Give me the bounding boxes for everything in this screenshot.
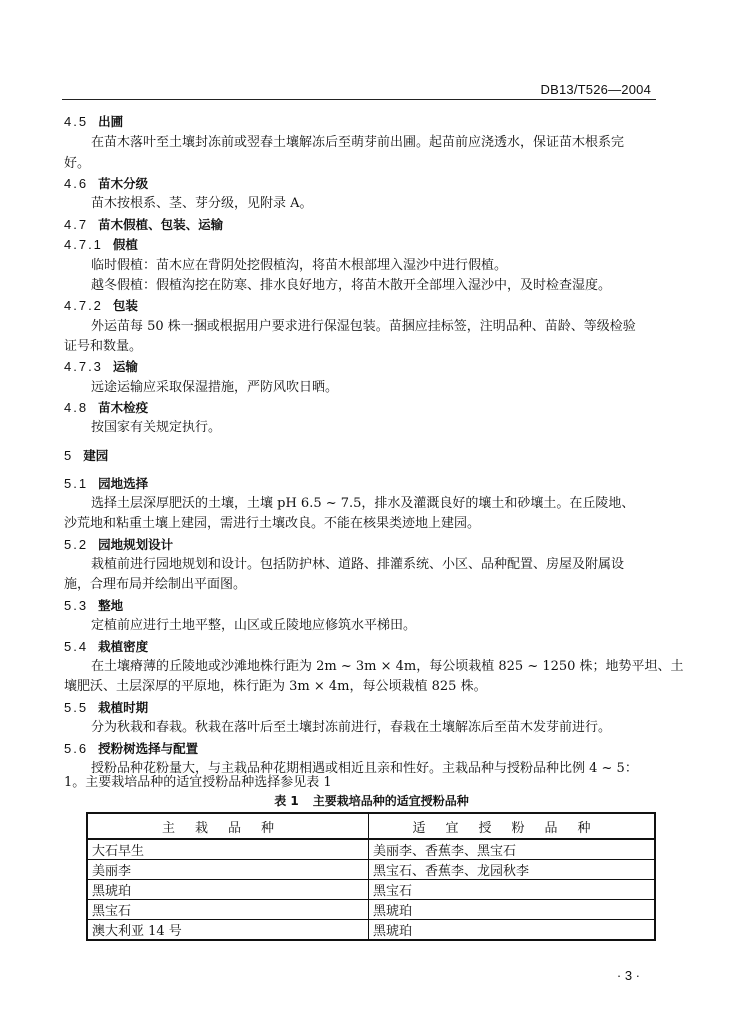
section-number: 5.4 <box>64 639 89 654</box>
header-pollinizer-variety: 适宜授粉品种 <box>369 813 656 839</box>
section-number: 5.6 <box>64 741 89 756</box>
pollinizer-cell: 美丽李、香蕉李、黑宝石 <box>369 839 656 860</box>
section-number: 5.2 <box>64 537 89 552</box>
paragraph-line: 施，合理布局并绘制出平面图。 <box>64 577 247 592</box>
table-row <box>87 920 655 941</box>
table-row <box>87 839 655 860</box>
section-number: 4.6 <box>64 176 89 191</box>
main-variety-cell: 大石早生 <box>87 839 369 860</box>
section-number: 4.7 <box>64 217 89 232</box>
paragraph-line: 栽植前进行园地规划和设计。包括防护林、道路、排灌系统、小区、品种配置、房屋及附属设 <box>91 557 625 572</box>
paragraph-line: 选择土层深厚肥沃的土壤，土壤 pH 6.5 ~ 7.5，排水及灌溉良好的壤土和砂壤土。在丘陵地、 <box>91 496 635 511</box>
section-title: 整地 <box>98 598 124 613</box>
section-4-7-3-heading <box>64 358 138 377</box>
section-title: 园地规划设计 <box>98 537 174 552</box>
pollinizer-cell: 黑宝石 <box>369 880 656 900</box>
paragraph-line: 分为秋栽和春栽。秋栽在落叶后至土壤封冻前进行，春栽在土壤解冻后至苗木发芽前进行。 <box>91 720 612 735</box>
paragraph-line: 苗木按根系、茎、芽分级，见附录 A。 <box>91 196 313 211</box>
section-title: 包装 <box>112 298 138 313</box>
pollinizer-cell: 黑宝石、香蕉李、龙园秋李 <box>369 860 656 880</box>
header-rule <box>62 99 656 100</box>
section-5-5-heading <box>64 699 148 718</box>
header-main-variety: 主栽品种 <box>87 813 369 839</box>
section-5-1-heading <box>64 475 148 494</box>
section-title: 假植 <box>112 237 138 252</box>
paragraph-line: 定植前应进行土地平整，山区或丘陵地应修筑水平梯田。 <box>91 618 417 633</box>
section-number: 5.1 <box>64 476 89 491</box>
document-code: DB13/T526—2004 <box>540 82 651 97</box>
section-title: 园地选择 <box>98 476 149 491</box>
paragraph-line: 在苗木落叶至土壤封冻前或翌春土壤解冻后至萌芽前出圃。起苗前应浇透水，保证苗木根系完 <box>91 135 625 150</box>
main-variety-cell: 美丽李 <box>87 860 369 880</box>
main-variety-cell: 澳大利亚 14 号 <box>87 920 369 941</box>
section-title: 栽植时期 <box>98 700 149 715</box>
section-number: 4.7.3 <box>64 359 103 374</box>
paragraph-line: 沙荒地和粘重土壤上建园，需进行土壤改良。不能在核果类迹地上建园。 <box>64 516 481 531</box>
paragraph-line: 在土壤瘠薄的丘陵地或沙滩地株行距为 2m ~ 3m × 4m，每公顷栽植 825 ~ 1250 株；地势平坦、土 <box>91 659 684 674</box>
section-5-4-heading <box>64 638 148 657</box>
section-title: 苗木检疫 <box>98 400 149 415</box>
paragraph-line: 壤肥沃、土层深厚的平原地，株行距为 3m × 4m，每公顷栽植 825 株。 <box>64 679 487 694</box>
section-number: 4.8 <box>64 400 89 415</box>
table-title: 主要栽培品种的适宜授粉品种 <box>312 794 469 808</box>
section-title: 苗木分级 <box>98 176 149 191</box>
main-variety-cell: 黑琥珀 <box>87 880 369 900</box>
section-title: 出圃 <box>98 114 124 129</box>
table-number: 表 1 <box>274 794 299 808</box>
paragraph-line: 外运苗每 50 株一捆或根据用户要求进行保湿包装。苗捆应挂标签，注明品种、苗龄、等级检验 <box>91 319 636 334</box>
section-number: 4.7.1 <box>64 237 103 252</box>
table-row <box>87 900 655 920</box>
page-number: · 3 · <box>616 968 640 983</box>
section-5-6-heading <box>64 740 198 759</box>
paragraph-line: 1。主要栽培品种的适宜授粉品种选择参见表 1 <box>64 775 332 790</box>
section-4-7-2-heading <box>64 297 138 316</box>
paragraph-line: 证号和数量。 <box>64 339 143 354</box>
section-number: 5.3 <box>64 598 89 613</box>
section-5-2-heading <box>64 536 173 555</box>
paragraph-line: 临时假植：苗木应在背阴处挖假植沟，将苗木根部埋入湿沙中进行假植。 <box>91 258 508 273</box>
pollinizer-cell: 黑琥珀 <box>369 900 656 920</box>
table-row <box>87 880 655 900</box>
section-number: 5.5 <box>64 700 89 715</box>
section-5-3-heading <box>64 597 123 616</box>
pollinizer-cell: 黑琥珀 <box>369 920 656 941</box>
section-title: 栽植密度 <box>98 639 149 654</box>
paragraph-line: 按国家有关规定执行。 <box>91 420 222 435</box>
section-4-8-heading <box>64 399 148 418</box>
section-number: 5 <box>64 448 74 463</box>
section-4-5-heading <box>64 113 123 132</box>
section-4-7-heading <box>64 216 223 235</box>
paragraph-line: 授粉品种花粉量大，与主栽品种花期相遇或相近且亲和性好。主栽品种与授粉品种比例 4 ~ 5： <box>91 761 638 776</box>
section-title: 建园 <box>83 448 109 463</box>
section-title: 苗木假植、包装、运输 <box>98 217 224 232</box>
main-variety-cell: 黑宝石 <box>87 900 369 920</box>
section-4-6-heading <box>64 175 148 194</box>
table-header-row <box>87 813 655 839</box>
section-number: 4.7.2 <box>64 298 103 313</box>
section-title: 运输 <box>112 359 138 374</box>
paragraph-line: 远途运输应采取保湿措施，严防风吹日晒。 <box>91 380 339 395</box>
section-5-heading <box>64 447 108 466</box>
paragraph-line: 越冬假植：假植沟挖在防寒、排水良好地方，将苗木散开全部埋入湿沙中，及时检查湿度。 <box>91 278 612 293</box>
table-row <box>87 860 655 880</box>
pollinizer-table <box>86 812 656 941</box>
paragraph-line: 好。 <box>64 156 91 171</box>
table-caption <box>0 792 743 809</box>
section-number: 4.5 <box>64 114 89 129</box>
section-4-7-1-heading <box>64 236 138 255</box>
section-title: 授粉树选择与配置 <box>98 741 199 756</box>
